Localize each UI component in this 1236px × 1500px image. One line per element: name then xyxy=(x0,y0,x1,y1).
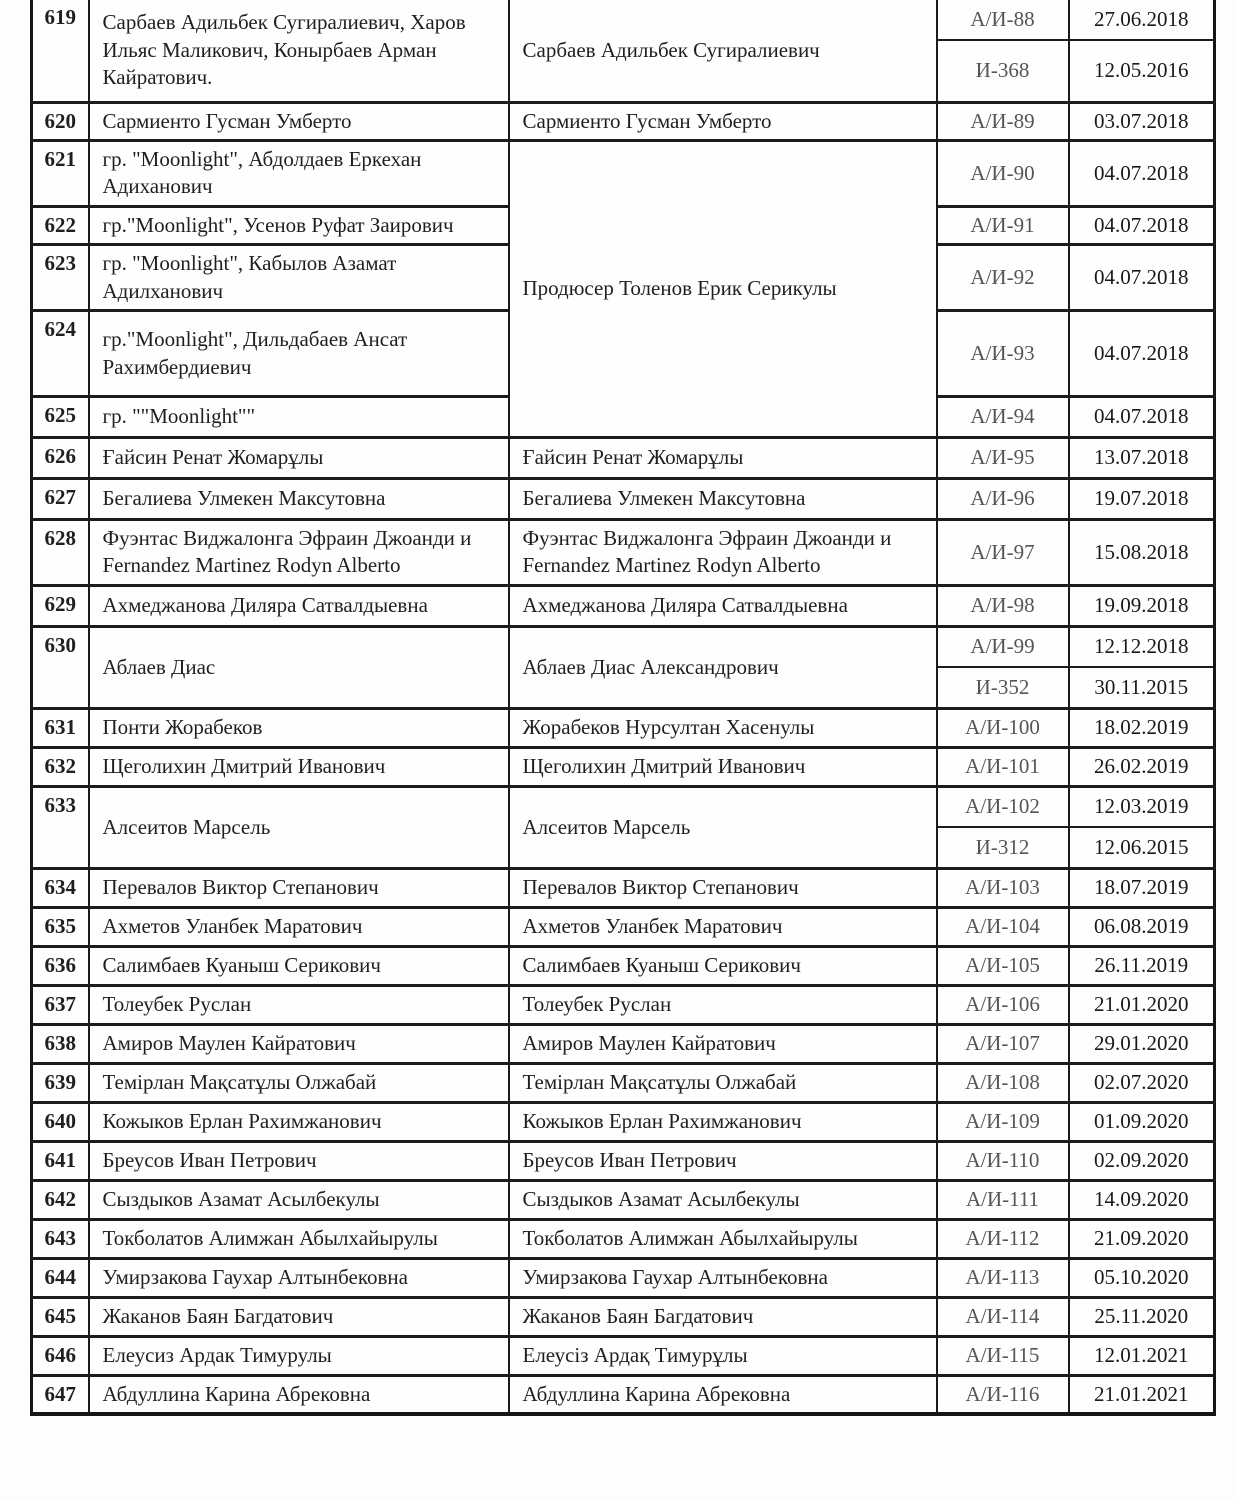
row-number-cell: 625 xyxy=(32,397,89,438)
certificate-code-cell: А/И-111 xyxy=(937,1180,1069,1219)
row-number-cell: 630 xyxy=(32,626,89,708)
row-number-cell: 632 xyxy=(32,747,89,786)
row-number-cell: 640 xyxy=(32,1102,89,1141)
table-row xyxy=(32,585,1215,626)
certificate-code-cell: А/И-91 xyxy=(937,206,1069,244)
certificate-holder-cell: Абдуллина Карина Абрековна xyxy=(509,1375,937,1414)
applicant-name-cell: Абдуллина Карина Абрековна xyxy=(89,1375,509,1414)
table-row xyxy=(32,0,1215,40)
registration-date-cell: 04.07.2018 xyxy=(1069,206,1215,244)
applicant-name-cell: Ахмеджанова Диляра Сатвалдыевна xyxy=(89,585,509,626)
table-row xyxy=(32,1219,1215,1258)
registration-date-cell: 13.07.2018 xyxy=(1069,438,1215,479)
row-number-cell: 639 xyxy=(32,1063,89,1102)
row-number-cell: 631 xyxy=(32,708,89,747)
certificate-holder-cell: Толеубек Руслан xyxy=(509,985,937,1024)
table-row xyxy=(32,520,1215,586)
row-number-cell: 642 xyxy=(32,1180,89,1219)
table-row xyxy=(32,438,1215,479)
applicant-name-cell: Жаканов Баян Багдатович xyxy=(89,1297,509,1336)
row-number-cell: 619 xyxy=(32,0,89,102)
row-number-cell: 647 xyxy=(32,1375,89,1414)
certificate-code-cell: А/И-114 xyxy=(937,1297,1069,1336)
certificate-code-cell: И-368 xyxy=(937,40,1069,102)
certificate-code-cell: А/И-94 xyxy=(937,397,1069,438)
registration-date-cell: 21.09.2020 xyxy=(1069,1219,1215,1258)
registration-date-cell: 02.07.2020 xyxy=(1069,1063,1215,1102)
applicant-name-cell: Щеголихин Дмитрий Иванович xyxy=(89,747,509,786)
registration-date-cell: 25.11.2020 xyxy=(1069,1297,1215,1336)
registration-date-cell: 21.01.2021 xyxy=(1069,1375,1215,1414)
applicant-name-cell: гр."Moonlight", Усенов Руфат Заирович xyxy=(89,206,509,244)
certificate-code-cell: А/И-102 xyxy=(937,786,1069,827)
registration-date-cell: 21.01.2020 xyxy=(1069,985,1215,1024)
row-number-cell: 646 xyxy=(32,1336,89,1375)
row-number-cell: 645 xyxy=(32,1297,89,1336)
certificate-holder-cell: Фуэнтас Виджалонга Эфраин Джоанди и Fernandez Martinez Rodyn Alberto xyxy=(509,520,937,586)
certificate-code-cell: А/И-106 xyxy=(937,985,1069,1024)
certificate-code-cell: А/И-116 xyxy=(937,1375,1069,1414)
certificate-holder-cell: Щеголихин Дмитрий Иванович xyxy=(509,747,937,786)
table-row xyxy=(32,626,1215,667)
certificate-holder-cell: Умирзакова Гаухар Алтынбековна xyxy=(509,1258,937,1297)
applicant-name-cell: Салимбаев Куаныш Серикович xyxy=(89,946,509,985)
certificate-code-cell: А/И-92 xyxy=(937,245,1069,311)
table-row xyxy=(32,1024,1215,1063)
row-number-cell: 633 xyxy=(32,786,89,868)
row-number-cell: 641 xyxy=(32,1141,89,1180)
table-row xyxy=(32,708,1215,747)
applicant-name-cell: гр. ""Moonlight"" xyxy=(89,397,509,438)
table-row xyxy=(32,946,1215,985)
registration-date-cell: 27.06.2018 xyxy=(1069,0,1215,40)
applicant-name-cell: Толеубек Руслан xyxy=(89,985,509,1024)
applicant-name-cell: Бегалиева Улмекен Максутовна xyxy=(89,479,509,520)
certificate-holder-cell: Бреусов Иван Петрович xyxy=(509,1141,937,1180)
registration-date-cell: 19.07.2018 xyxy=(1069,479,1215,520)
certificate-code-cell: А/И-96 xyxy=(937,479,1069,520)
applicant-name-cell: Сарбаев Адильбек Сугиралиевич, Харов Ильяс Маликович, Конырбаев Арман Кайратович. xyxy=(89,0,509,102)
table-row xyxy=(32,140,1215,206)
registry-table-body xyxy=(32,0,1215,1414)
table-row xyxy=(32,1336,1215,1375)
certificate-holder-cell: Ахметов Уланбек Маратович xyxy=(509,907,937,946)
row-number-cell: 634 xyxy=(32,868,89,907)
certificate-code-cell: А/И-105 xyxy=(937,946,1069,985)
certificate-code-cell: А/И-115 xyxy=(937,1336,1069,1375)
certificate-code-cell: А/И-88 xyxy=(937,0,1069,40)
certificate-code-cell: А/И-99 xyxy=(937,626,1069,667)
certificate-code-cell: А/И-98 xyxy=(937,585,1069,626)
applicant-name-cell: Бреусов Иван Петрович xyxy=(89,1141,509,1180)
row-number-cell: 637 xyxy=(32,985,89,1024)
applicant-name-cell: Елеусиз Ардак Тимурулы xyxy=(89,1336,509,1375)
row-number-cell: 644 xyxy=(32,1258,89,1297)
certificate-code-cell: А/И-112 xyxy=(937,1219,1069,1258)
applicant-name-cell: Токболатов Алимжан Абылхайырулы xyxy=(89,1219,509,1258)
registration-date-cell: 04.07.2018 xyxy=(1069,140,1215,206)
certificate-code-cell: А/И-109 xyxy=(937,1102,1069,1141)
certificate-holder-cell: Ахмеджанова Диляра Сатвалдыевна xyxy=(509,585,937,626)
certificate-code-cell: А/И-107 xyxy=(937,1024,1069,1063)
certificate-code-cell: А/И-104 xyxy=(937,907,1069,946)
registration-date-cell: 18.02.2019 xyxy=(1069,708,1215,747)
table-row xyxy=(32,479,1215,520)
applicant-name-cell: Сыздыков Азамат Асылбекулы xyxy=(89,1180,509,1219)
certificate-holder-cell: Сыздыков Азамат Асылбекулы xyxy=(509,1180,937,1219)
applicant-name-cell: Аблаев Диас xyxy=(89,626,509,708)
applicant-name-cell: Перевалов Виктор Степанович xyxy=(89,868,509,907)
certificate-holder-cell: Бегалиева Улмекен Максутовна xyxy=(509,479,937,520)
applicant-name-cell: Сармиенто Гусман Умберто xyxy=(89,102,509,140)
table-row xyxy=(32,1141,1215,1180)
certificate-code-cell: А/И-89 xyxy=(937,102,1069,140)
applicant-name-cell: Ғайсин Ренат Жомарұлы xyxy=(89,438,509,479)
table-row xyxy=(32,786,1215,827)
applicant-name-cell: Кожыков Ерлан Рахимжанович xyxy=(89,1102,509,1141)
table-row xyxy=(32,1102,1215,1141)
registration-date-cell: 04.07.2018 xyxy=(1069,311,1215,397)
row-number-cell: 629 xyxy=(32,585,89,626)
applicant-name-cell: Ахметов Уланбек Маратович xyxy=(89,907,509,946)
row-number-cell: 638 xyxy=(32,1024,89,1063)
certificate-holder-cell: Амиров Маулен Кайратович xyxy=(509,1024,937,1063)
applicant-name-cell: Амиров Маулен Кайратович xyxy=(89,1024,509,1063)
registration-date-cell: 12.06.2015 xyxy=(1069,827,1215,868)
registration-date-cell: 12.03.2019 xyxy=(1069,786,1215,827)
row-number-cell: 635 xyxy=(32,907,89,946)
registration-date-cell: 26.02.2019 xyxy=(1069,747,1215,786)
table-row xyxy=(32,1297,1215,1336)
row-number-cell: 627 xyxy=(32,479,89,520)
registration-date-cell: 12.01.2021 xyxy=(1069,1336,1215,1375)
certificate-holder-cell: Елеусіз Ардақ Тимурұлы xyxy=(509,1336,937,1375)
registration-date-cell: 01.09.2020 xyxy=(1069,1102,1215,1141)
registration-date-cell: 04.07.2018 xyxy=(1069,245,1215,311)
certificate-holder-cell: Жаканов Баян Багдатович xyxy=(509,1297,937,1336)
table-row xyxy=(32,1375,1215,1414)
registration-date-cell: 26.11.2019 xyxy=(1069,946,1215,985)
row-number-cell: 636 xyxy=(32,946,89,985)
applicant-name-cell: Понти Жорабеков xyxy=(89,708,509,747)
certificate-code-cell: А/И-97 xyxy=(937,520,1069,586)
row-number-cell: 621 xyxy=(32,140,89,206)
table-row xyxy=(32,1180,1215,1219)
registration-date-cell: 18.07.2019 xyxy=(1069,868,1215,907)
row-number-cell: 623 xyxy=(32,245,89,311)
certificate-code-cell: А/И-113 xyxy=(937,1258,1069,1297)
certificate-code-cell: А/И-100 xyxy=(937,708,1069,747)
applicant-name-cell: Алсеитов Марсель xyxy=(89,786,509,868)
registration-date-cell: 12.12.2018 xyxy=(1069,626,1215,667)
registration-date-cell: 14.09.2020 xyxy=(1069,1180,1215,1219)
registration-date-cell: 04.07.2018 xyxy=(1069,397,1215,438)
registration-date-cell: 02.09.2020 xyxy=(1069,1141,1215,1180)
table-row xyxy=(32,985,1215,1024)
certificate-holder-cell: Алсеитов Марсель xyxy=(509,786,937,868)
certificate-holder-cell: Жорабеков Нурсултан Хасенулы xyxy=(509,708,937,747)
row-number-cell: 624 xyxy=(32,311,89,397)
certificate-holder-cell: Продюсер Толенов Ерик Серикулы xyxy=(509,140,937,437)
registration-date-cell: 06.08.2019 xyxy=(1069,907,1215,946)
applicant-name-cell: Фуэнтас Виджалонга Эфраин Джоанди и Fernandez Martinez Rodyn Alberto xyxy=(89,520,509,586)
certificate-holder-cell: Токболатов Алимжан Абылхайырулы xyxy=(509,1219,937,1258)
registration-date-cell: 15.08.2018 xyxy=(1069,520,1215,586)
registration-date-cell: 12.05.2016 xyxy=(1069,40,1215,102)
row-number-cell: 622 xyxy=(32,206,89,244)
certificate-code-cell: А/И-93 xyxy=(937,311,1069,397)
certificate-holder-cell: Сарбаев Адильбек Сугиралиевич xyxy=(509,0,937,102)
certificate-holder-cell: Перевалов Виктор Степанович xyxy=(509,868,937,907)
table-row xyxy=(32,868,1215,907)
certificate-holder-cell: Темірлан Мақсатұлы Олжабай xyxy=(509,1063,937,1102)
certificate-code-cell: А/И-103 xyxy=(937,868,1069,907)
applicant-name-cell: гр. "Moonlight", Абдолдаев Еркехан Адиханович xyxy=(89,140,509,206)
registration-date-cell: 19.09.2018 xyxy=(1069,585,1215,626)
certificate-code-cell: А/И-101 xyxy=(937,747,1069,786)
table-row xyxy=(32,907,1215,946)
certificate-code-cell: А/И-90 xyxy=(937,140,1069,206)
row-number-cell: 626 xyxy=(32,438,89,479)
registration-date-cell: 05.10.2020 xyxy=(1069,1258,1215,1297)
table-row xyxy=(32,1258,1215,1297)
applicant-name-cell: гр. "Moonlight", Кабылов Азамат Адилханович xyxy=(89,245,509,311)
certificate-holder-cell: Аблаев Диас Александрович xyxy=(509,626,937,708)
certificate-holder-cell: Сармиенто Гусман Умберто xyxy=(509,102,937,140)
row-number-cell: 628 xyxy=(32,520,89,586)
applicant-name-cell: гр."Moonlight", Дильдабаев Ансат Рахимбердиевич xyxy=(89,311,509,397)
registration-date-cell: 29.01.2020 xyxy=(1069,1024,1215,1063)
registry-table xyxy=(30,0,1216,1416)
certificate-code-cell: А/И-110 xyxy=(937,1141,1069,1180)
row-number-cell: 643 xyxy=(32,1219,89,1258)
certificate-code-cell: А/И-108 xyxy=(937,1063,1069,1102)
applicant-name-cell: Умирзакова Гаухар Алтынбековна xyxy=(89,1258,509,1297)
certificate-code-cell: И-352 xyxy=(937,667,1069,708)
applicant-name-cell: Темірлан Мақсатұлы Олжабай xyxy=(89,1063,509,1102)
table-row xyxy=(32,747,1215,786)
certificate-holder-cell: Ғайсин Ренат Жомарұлы xyxy=(509,438,937,479)
certificate-holder-cell: Салимбаев Куаныш Серикович xyxy=(509,946,937,985)
certificate-code-cell: И-312 xyxy=(937,827,1069,868)
certificate-code-cell: А/И-95 xyxy=(937,438,1069,479)
registration-date-cell: 30.11.2015 xyxy=(1069,667,1215,708)
table-row xyxy=(32,102,1215,140)
row-number-cell: 620 xyxy=(32,102,89,140)
registration-date-cell: 03.07.2018 xyxy=(1069,102,1215,140)
table-row xyxy=(32,1063,1215,1102)
certificate-holder-cell: Кожыков Ерлан Рахимжанович xyxy=(509,1102,937,1141)
